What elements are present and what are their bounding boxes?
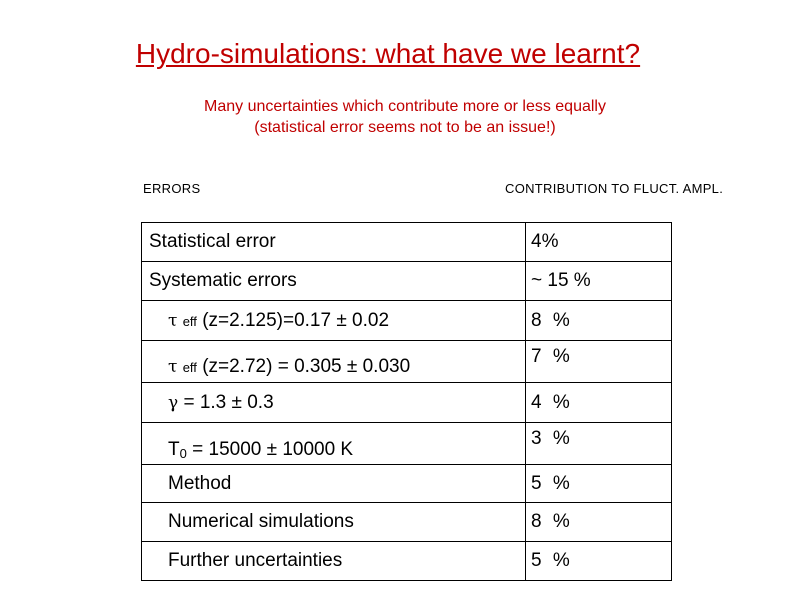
row-value: 4 % <box>531 391 573 413</box>
row-value: 4% <box>531 231 559 252</box>
table-row <box>142 262 672 301</box>
row-label: Method <box>168 472 232 494</box>
table-row <box>142 423 672 465</box>
contribution-header: CONTRIBUTION TO FLUCT. AMPL. <box>505 181 724 196</box>
row-label <box>142 392 525 414</box>
table-row <box>142 223 672 262</box>
row-label-text: = 15000 ± 10000 K <box>192 439 354 460</box>
slide-title: Hydro-simulations: what have we learnt? <box>135 38 641 69</box>
row-value: ~ 15 % <box>531 270 591 291</box>
row-value: 7 % <box>531 346 573 367</box>
eff-subscript: eff <box>182 360 197 375</box>
row-value: 5 % <box>531 472 573 494</box>
tau-symbol: τ <box>168 310 178 331</box>
row-label <box>142 310 525 332</box>
row-label: Further uncertainties <box>168 550 343 571</box>
row-value: 8 % <box>531 511 573 532</box>
table-row <box>142 542 672 581</box>
row-label: Systematic errors <box>149 270 297 291</box>
zero-subscript: 0 <box>179 446 187 461</box>
row-label <box>142 439 525 464</box>
table-row <box>142 341 672 383</box>
row-value: 5 % <box>531 550 573 571</box>
row-label: Numerical simulations <box>168 511 354 532</box>
row-value: 8 % <box>531 309 573 331</box>
table-row <box>142 503 672 542</box>
subtitle-line-2: (statistical error seems not to be an issue!) <box>254 119 556 136</box>
row-value: 3 % <box>531 428 573 449</box>
table-row <box>142 383 672 423</box>
errors-header: ERRORS <box>143 181 201 196</box>
t-symbol: T <box>168 439 180 460</box>
errors-table <box>141 222 672 581</box>
table-row <box>142 465 672 503</box>
eff-subscript: eff <box>182 313 197 329</box>
tau-symbol: τ <box>168 357 178 377</box>
subtitle-line-1: Many uncertainties which contribute more or less equally <box>204 98 606 115</box>
row-label <box>142 356 525 382</box>
row-label: Statistical error <box>149 231 276 252</box>
gamma-symbol: γ <box>168 392 179 413</box>
row-label-text: (z=2.72) = 0.305 ± 0.030 <box>202 356 411 377</box>
row-label-text: (z=2.125)=0.17 ± 0.02 <box>202 309 390 331</box>
table-row <box>142 301 672 341</box>
row-label-text: = 1.3 ± 0.3 <box>183 391 274 413</box>
subtitle <box>140 96 670 138</box>
